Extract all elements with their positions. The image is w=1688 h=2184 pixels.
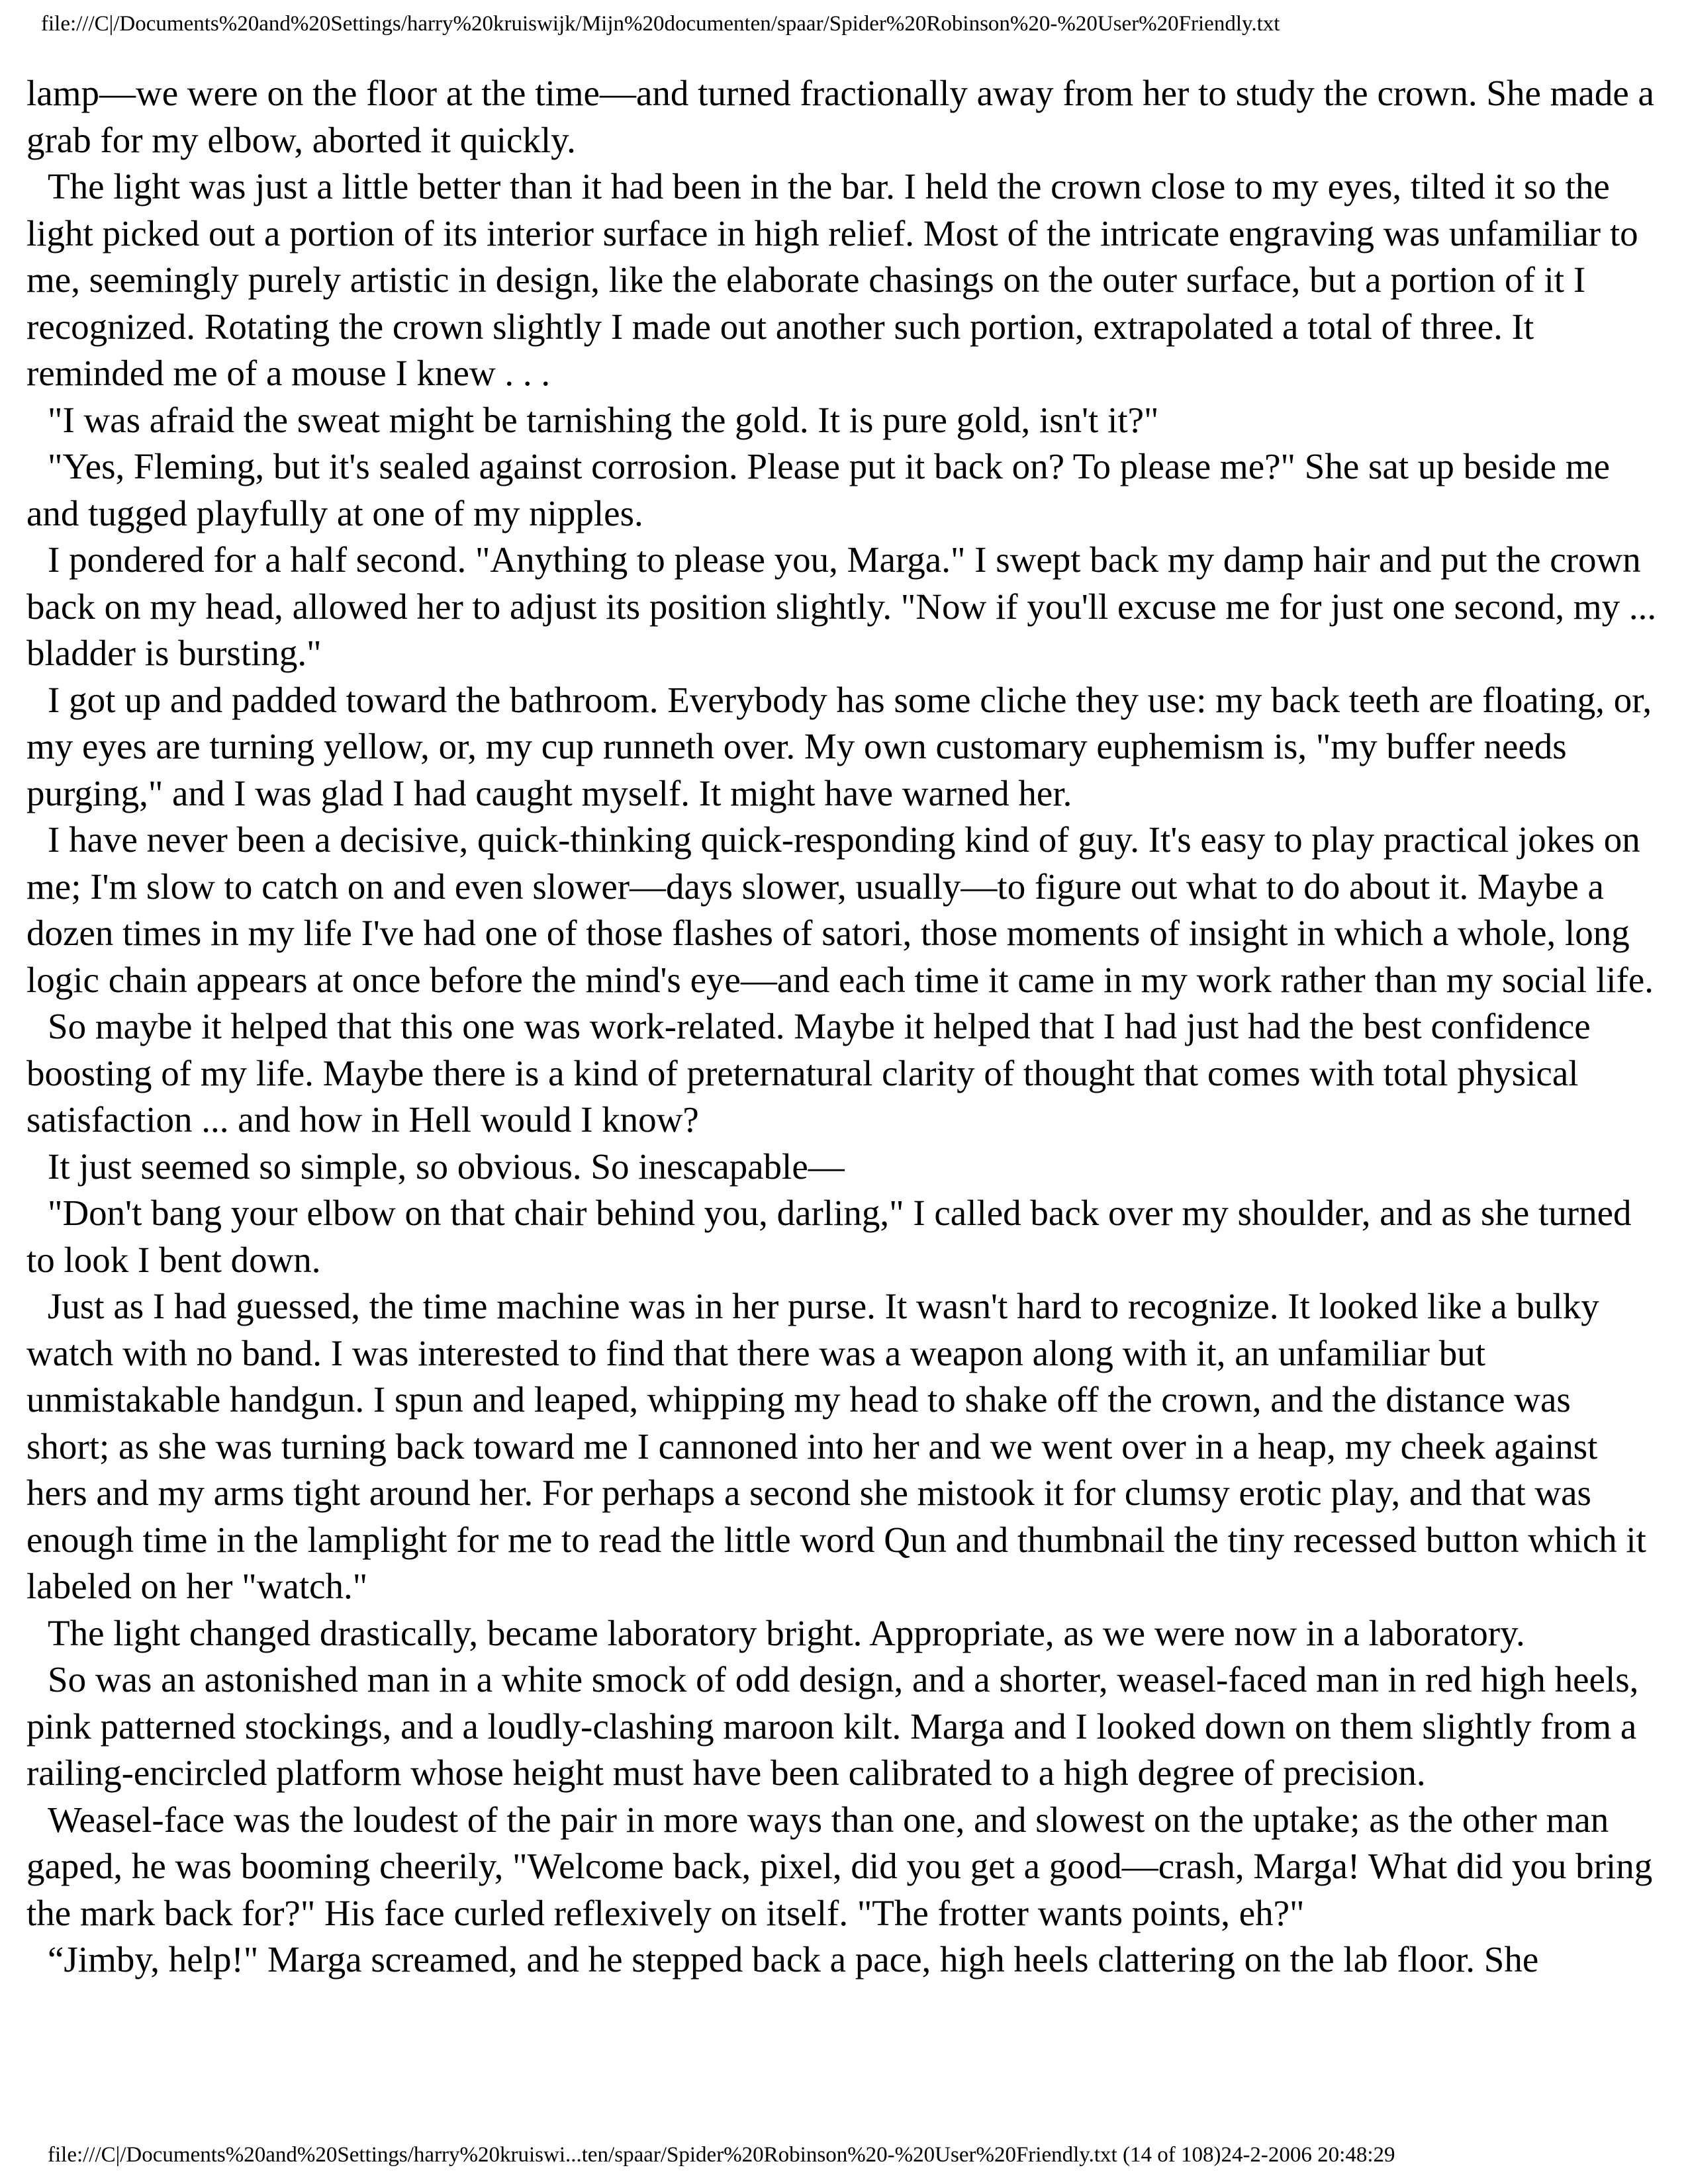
paragraph: So maybe it helped that this one was work-related. Maybe it helped that I had just had the best confidence boosting of my life. Maybe there is a kind of preternatural clarity of thought that comes with total physical satisfaction ... and how in Hell would I know? bbox=[26, 1006, 1591, 1140]
paragraph: I got up and padded toward the bathroom. Everybody has some cliche they use: my back teeth are floating, or, my eyes are turning yellow, or, my cup runneth over. My own customary euphemism is, "my buffer needs purging," and I was glad I had caught myself. It might have warned her. bbox=[26, 679, 1652, 813]
paragraph: "I was afraid the sweat might be tarnishing the gold. It is pure gold, isn't it?" bbox=[48, 399, 1159, 440]
paragraph: "Yes, Fleming, but it's sealed against corrosion. Please put it back on? To please me?" She sat up beside me and tugged playfully at one of my nipples. bbox=[26, 446, 1611, 533]
paragraph: Just as I had guessed, the time machine was in her purse. It wasn't hard to recognize. It looked like a bulky watch with no band. I was interested to find that there was a weapon along with it, an unfamiliar but unmistakable handgun. I spun and leaped, whipping my head to shake off the crown, and the distance was short; as she was turning back toward me I cannoned into her and we went over in a heap, my cheek against hers and my arms tight around her. For perhaps a second she mistook it for clumsy erotic play, and that was enough time in the lamplight for me to read the little word Qun and thumbnail the tiny recessed button which it labeled on her "watch." bbox=[26, 1286, 1646, 1606]
header-file-path: file:///C|/Documents%20and%20Settings/harry%20kruiswijk/Mijn%20documenten/spaar/Spider%20Robinson%20-%20User%20Friendly.txt bbox=[41, 12, 1280, 36]
paragraph: “Jimby, help!" Marga screamed, and he stepped back a pace, high heels clattering on the lab floor. She bbox=[48, 1939, 1539, 1979]
document-body bbox=[26, 70, 1662, 1983]
paragraph: It just seemed so simple, so obvious. So inescapable— bbox=[48, 1146, 845, 1187]
paragraph: I pondered for a half second. "Anything to please you, Marga." I swept back my damp hair and put the crown back on my head, allowed her to adjust its position slightly. "Now if you'll excuse me for just one second, my ... bladder is bursting." bbox=[26, 539, 1657, 673]
paragraph: The light changed drastically, became laboratory bright. Appropriate, as we were now in a laboratory. bbox=[48, 1612, 1525, 1653]
paragraph: lamp—we were on the floor at the time—and turned fractionally away from her to study the crown. She made a grab for my elbow, aborted it quickly. bbox=[26, 73, 1654, 160]
paragraph: So was an astonished man in a white smock of odd design, and a shorter, weasel-faced man in red high heels, pink patterned stockings, and a loudly-clashing maroon kilt. Marga and I looked down on them slightly from a railing-encircled platform whose height must have been calibrated to a high degree of precision. bbox=[26, 1659, 1639, 1793]
paragraph: "Don't bang your elbow on that chair behind you, darling," I called back over my shoulder, and as she turned to look I bent down. bbox=[26, 1193, 1632, 1280]
footer-file-path-page-info: file:///C|/Documents%20and%20Settings/harry%20kruiswi...ten/spaar/Spider%20Robinson%20-%20User%20Friendly.txt (14 of 108)24-2-2006 20:48:29 bbox=[48, 2143, 1395, 2167]
paragraph: I have never been a decisive, quick-thinking quick-responding kind of guy. It's easy to play practical jokes on me; I'm slow to catch on and even slower—days slower, usually—to figure out what to do about it. Maybe a dozen times in my life I've had one of those flashes of satori, those moments of insight in which a whole, long logic chain appears at once before the mind's eye—and each time it came in my work rather than my social life. bbox=[26, 819, 1654, 1000]
paragraph: The light was just a little better than it had been in the bar. I held the crown close to my eyes, tilted it so the light picked out a portion of its interior surface in high relief. Most of the intricate engraving was unfamiliar to me, seemingly purely artistic in design, like the elaborate chasings on the outer surface, but a portion of it I recognized. Rotating the crown slightly I made out another such portion, extrapolated a total of three. It reminded me of a mouse I knew . . . bbox=[26, 166, 1638, 393]
paragraph: Weasel-face was the loudest of the pair in more ways than one, and slowest on the uptake; as the other man gaped, he was booming cheerily, "Welcome back, pixel, did you get a good—crash, Marga! What did you bring the mark back for?" His face curled reflexively on itself. "The frotter wants points, eh?" bbox=[26, 1799, 1653, 1933]
